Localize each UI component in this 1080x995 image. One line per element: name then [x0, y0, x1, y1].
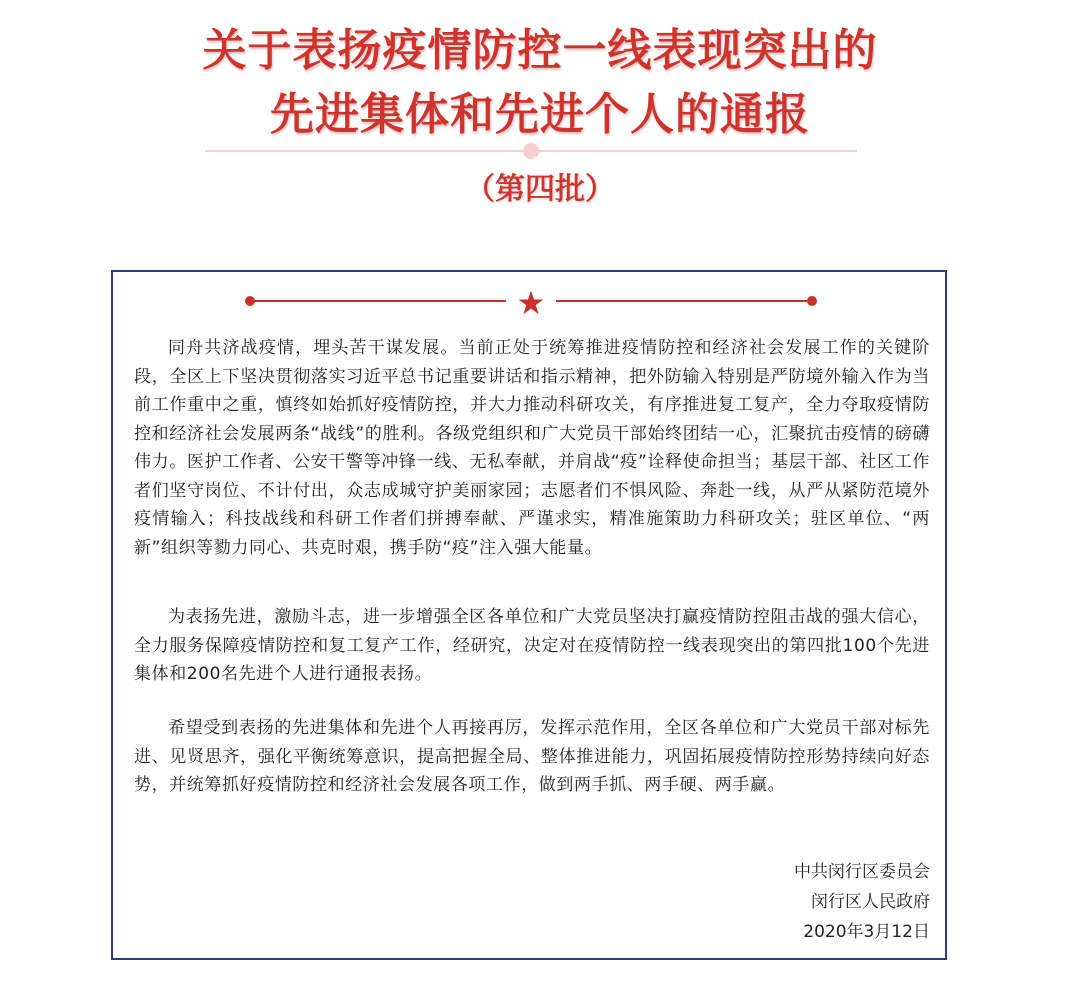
- star-icon: [517, 289, 545, 317]
- paragraph-2: 为表扬先进，激励斗志，进一步增强全区各单位和广大党员坚决打赢疫情防控阻击战的强大信心，全力服务保障疫情防控和复工复产工作，经研究，决定对在疫情防控一线表现突出的第四批100个先进集体和200名先进个人进行通报表扬。: [134, 607, 930, 684]
- decor-line-left: [250, 300, 506, 302]
- decor-dot-left: [245, 296, 255, 306]
- signature-date: 2020年3月12日: [803, 922, 930, 942]
- title-line-1: 关于表扬疫情防控一线表现突出的: [202, 25, 878, 76]
- paragraph-3: 希望受到表扬的先进集体和先进个人再接再厉，发挥示范作用，全区各单位和广大党员干部对标先进、见贤思齐，强化平衡统筹意识，提高把握全局、整体推进能力，巩固拓展疫情防控形势持续向好态势，并统筹抓好疫情防控和经济社会发展各项工作，做到两手抓、两手硬、两手赢。: [134, 718, 930, 795]
- decor-line-right: [556, 300, 812, 302]
- title-line-2: 先进集体和先进个人的通报: [270, 89, 810, 140]
- batch-label: （第四批）: [465, 172, 615, 207]
- decor-dot-right: [807, 296, 817, 306]
- paragraph-1: 同舟共济战疫情，埋头苦干谋发展。当前正处于统筹推进疫情防控和经济社会发展工作的关键阶段，全区上下坚决贯彻落实习近平总书记重要讲话和指示精神，把外防输入特别是严防境外输入作为当前工作重中之重，慎终如始抓好疫情防控，并大力推动科研攻关，有序推进复工复产，全力夺取疫情防控和经济社会发展两条“战线”的胜利。各级党组织和广大党员干部始终团结一心，汇聚抗击疫情的磅礴伟力。医护工作者、公安干警等冲锋一线、无私奉献，并肩战“疫”诠释使命担当；基层干部、社区工作者们坚守岗位、不计付出，众志成城守护美丽家园；志愿者们不惧风险、奔赴一线，从严从紧防范境外疫情输入；科技战线和科研工作者们拼搏奉献、严谨求实，精准施策助力科研攻关；驻区单位、“两新”组织等勠力同心、共克时艰，携手防“疫”注入强大能量。: [134, 338, 930, 558]
- signature-government: 闵行区人民政府: [811, 892, 930, 912]
- signature-party-committee: 中共闵行区委员会: [794, 862, 930, 882]
- divider-dot: [523, 143, 539, 159]
